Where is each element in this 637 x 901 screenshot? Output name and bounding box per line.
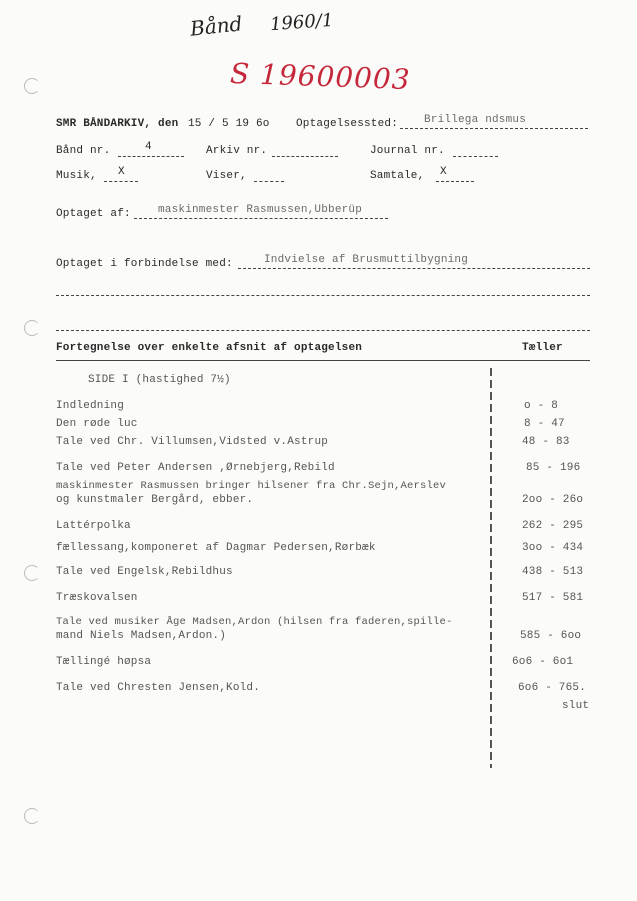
table-row-count: 8 - 47 (524, 418, 565, 430)
table-row-count: 48 - 83 (522, 436, 570, 448)
table-row-text: Tællingé høpsa (56, 656, 152, 668)
table-row-count: 6o6 - 765. (518, 682, 587, 694)
table-title: Fortegnelse over enkelte afsnit af optagelsen (56, 342, 363, 354)
table-row-text: Træskovalsen (56, 592, 138, 604)
table-row-count: 262 - 295 (522, 520, 584, 532)
journal-label: Journal nr. (370, 145, 445, 157)
table-row-text: Tale ved Peter Andersen ,Ørnebjerg,Rebild (56, 462, 335, 474)
side-label: SIDE I (hastighed 7½) (88, 374, 231, 386)
table-row-count: 2oo - 26o (522, 494, 584, 506)
blank-line-1 (56, 295, 590, 296)
table-row-text: Tale ved Chresten Jensen,Kold. (56, 682, 261, 694)
table-row-text: Tale ved Engelsk,Rebildhus (56, 566, 233, 578)
table-row-text: Tale ved Chr. Villumsen,Vidsted v.Astrup (56, 436, 329, 448)
blank-line-2 (56, 330, 590, 331)
musik-value: X (118, 166, 125, 178)
location-label: Optagelsessted: (296, 118, 399, 130)
handwritten-archive-code: S 19600003 (229, 56, 412, 97)
samtale-value: X (440, 166, 447, 178)
optaget-af-label: Optaget af: (56, 208, 131, 220)
band-line (118, 156, 184, 157)
table-row-text: Lattérpolka (56, 520, 131, 532)
musik-label: Musik, (56, 170, 97, 182)
viser-label: Viser, (206, 170, 247, 182)
table-row-count: 85 - 196 (526, 462, 581, 474)
punch-hole-4 (24, 808, 40, 824)
table-row-count: 3oo - 434 (522, 542, 584, 554)
band-label: Bånd nr. (56, 145, 111, 157)
punch-hole-1 (24, 78, 40, 94)
table-row-text: fællessang,komponeret af Dagmar Pedersen,Rørbæk (56, 542, 376, 554)
table-header-line (56, 360, 590, 361)
table-row-text: maskinmester Rasmussen bringer hilsener fra Chr.Sejn,Aerslev (56, 480, 447, 492)
forbindelse-label: Optaget i forbindelse med: (56, 258, 233, 270)
table-row-count: o - 8 (524, 400, 559, 412)
journal-line (453, 156, 498, 157)
table-row-count: 517 - 581 (522, 592, 584, 604)
musik-line (104, 181, 138, 182)
column-separator (490, 368, 492, 768)
samtale-line (436, 181, 474, 182)
optaget-af-line (134, 218, 388, 219)
record-date: 15 / 5 19 6o (188, 118, 270, 130)
table-row-text: Indledning (56, 400, 125, 412)
table-row-count-end: slut (562, 700, 590, 712)
band-value: 4 (145, 141, 152, 153)
table-row-count: 585 - 6oo (520, 630, 582, 642)
arkiv-label: Arkiv nr. (206, 145, 268, 157)
arkiv-line (272, 156, 338, 157)
archive-label: SMR BÅNDARKIV, den (56, 118, 179, 130)
forbindelse-value: Indvielse af Brusmuttilbygning (264, 254, 469, 266)
punch-hole-2 (24, 320, 40, 336)
viser-line (254, 181, 284, 182)
optaget-af-value: maskinmester Rasmussen,Ubberüp (158, 204, 363, 216)
table-row-text-2: og kunstmaler Bergård, ebber. (56, 494, 254, 506)
handwritten-year: 1960/1 (269, 9, 334, 36)
table-row-text: Den røde luc (56, 418, 138, 430)
forbindelse-line (238, 268, 590, 269)
location-line (400, 128, 588, 129)
table-row-count: 6o6 - 6o1 (512, 656, 574, 668)
table-row-text: Tale ved musiker Åge Madsen,Ardon (hilsen fra faderen,spille- (56, 616, 453, 628)
table-row-text-2: mand Niels Madsen,Ardon.) (56, 630, 227, 642)
handwritten-title: Bånd (188, 11, 244, 41)
punch-hole-3 (24, 565, 40, 581)
counter-header: Tæller (522, 342, 563, 354)
location-value: Brillega ndsmus (424, 114, 527, 126)
table-row-count: 438 - 513 (522, 566, 584, 578)
samtale-label: Samtale, (370, 170, 425, 182)
